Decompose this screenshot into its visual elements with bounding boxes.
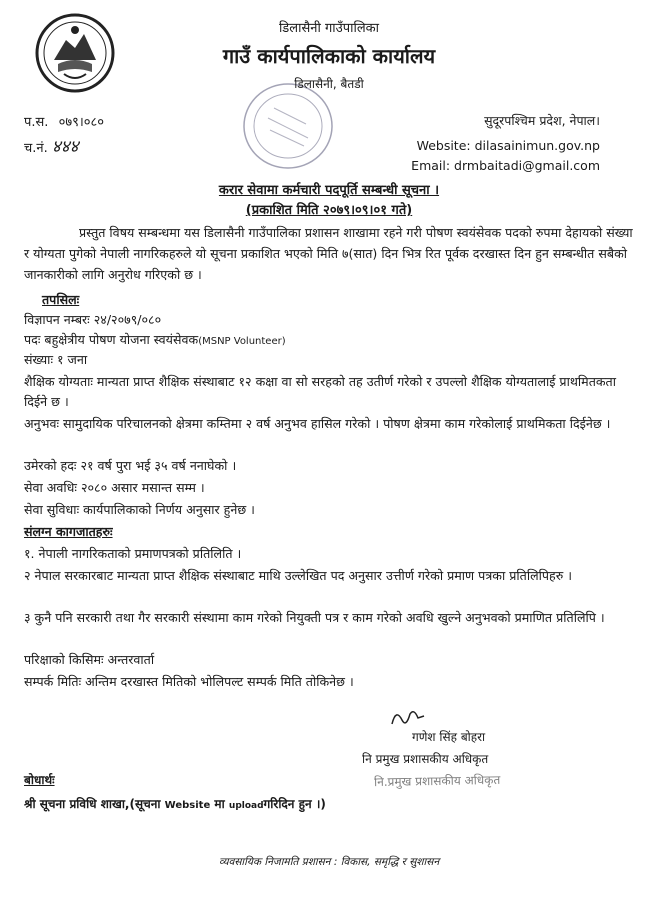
cn-ref: च.नं. ४४४ — [24, 137, 79, 157]
signatory-name: गणेश सिंह बोहरा — [412, 730, 486, 744]
contact-date: सम्पर्क मितिः अन्तिम दरखास्त मितिको भोलिपल्ट सम्पर्क मिति तोकिनेछ । — [24, 674, 354, 689]
cc-line: श्री सूचना प्रविधि शाखा,(सूचना Website मा uploadगरिदिन हुन ।) — [24, 797, 326, 811]
benefits: सेवा सुविधाः कार्यपालिकाको निर्णय अनुसार हुनेछ । — [24, 502, 255, 517]
org-name-line1: डिलासैनी गाउँपालिका — [278, 21, 380, 36]
tenure: सेवा अवधिः २०८० असार मसान्त सम्म । — [24, 480, 205, 495]
website: Website: dilasainimun.gov.np — [416, 138, 600, 153]
vacancy-count: संख्याः १ जना — [24, 352, 88, 367]
org-name-line2: गाउँ कार्यपालिकाको कार्यालय — [222, 44, 436, 68]
org-address: डिलासैनी, बैतडी — [294, 77, 364, 91]
ad-number: विज्ञापन नम्बरः २४/२०७९/०८० — [24, 312, 162, 327]
doc-item-3: ३ कुनै पनि सरकारी तथा गैर सरकारी संस्थामा काम गरेको नियुक्ती पत्र र काम गरेको अवधि खुल्ने अनुभवको प्रमाणित प्रतिलिपि । — [24, 610, 605, 625]
docs-heading: संलग्न कागजातहरुः — [24, 524, 113, 539]
ps-ref: प.स. ०७९।०८० — [24, 115, 105, 130]
signature-scribble — [388, 706, 428, 730]
email: Email: drmbaitadi@gmail.com — [411, 158, 600, 173]
post: पदः बहुक्षेत्रीय पोषण योजना स्वयंसेवक(MSNP Volunteer) — [24, 332, 286, 347]
doc-item-1: १. नेपाली नागरिकताको प्रमाणपत्रको प्रतिलिति । — [24, 546, 242, 561]
publish-date: (प्रकाशित मिति २०७९।०९।०१ गते) — [245, 203, 413, 218]
office-stamp — [238, 78, 338, 174]
details-heading: तपसिलः — [42, 292, 80, 307]
cc-heading: बोधार्थः — [24, 773, 55, 787]
age-limit: उमेरको हदः २१ वर्ष पुरा भई ३५ वर्ष ननाघेको । — [24, 458, 237, 473]
province: सुदूरपश्चिम प्रदेश, नेपाल। — [484, 113, 600, 128]
qualification: शैक्षिक योग्यताः मान्यता प्राप्त शैक्षिक संस्थाबाट १२ कक्षा वा सो सरहको तह उतीर्ण गरेको र उपल्लो शैक्षिक योग्यतालाई प्राथमितकता दिईने छ । — [24, 374, 616, 409]
doc-item-2: २ नेपाल सरकारबाट मान्यता प्राप्त शैक्षिक संस्थाबाट माथि उल्लेखित पद अनुसार उत्तीर्ण गरेको प्रमाण पत्रका प्रतिलिपिहरु । — [24, 568, 573, 583]
footer-motto: व्यवसायिक निजामति प्रशासन : विकास, समृद्धि र सुशासन — [218, 856, 440, 868]
notice-title: करार सेवामा कर्मचारी पदपूर्ति सम्बन्धी सूचना । — [218, 183, 440, 198]
signatory-title: नि प्रमुख प्रशासकीय अधिकृत — [362, 752, 489, 766]
intro-paragraph: प्रस्तुत विषय सम्बन्धमा यस डिलासैनी गाउँपालिका प्रशासन शाखामा रहने गरी पोषण स्वयंसेवक पदको रुपमा देहायको संख्या र योग्यता पुगेको नेपाली नागरिकहरुले यो सूचना प्रकाशित भएको मिति ७(सात) दिन भित्र रित पूर्वक दरखास्त दिन हुन सम्बन्धीत सबैको जानकारीको लागि अनुरोध गरिएको छ । — [24, 225, 633, 282]
experience: अनुभवः सामुदायिक परिचालनको क्षेत्रमा कम्तिमा २ वर्ष अनुभव हासिल गरेको । पोषण क्षेत्रमा काम गरेकोलाई प्राथमिकता दिईनेछ । — [24, 416, 611, 431]
exam-type: परिक्षाको किसिमः अन्तरवार्ता — [24, 652, 155, 667]
designation-stamp: नि.प्रमुख प्रशासकीय अधिकृत — [373, 772, 501, 790]
